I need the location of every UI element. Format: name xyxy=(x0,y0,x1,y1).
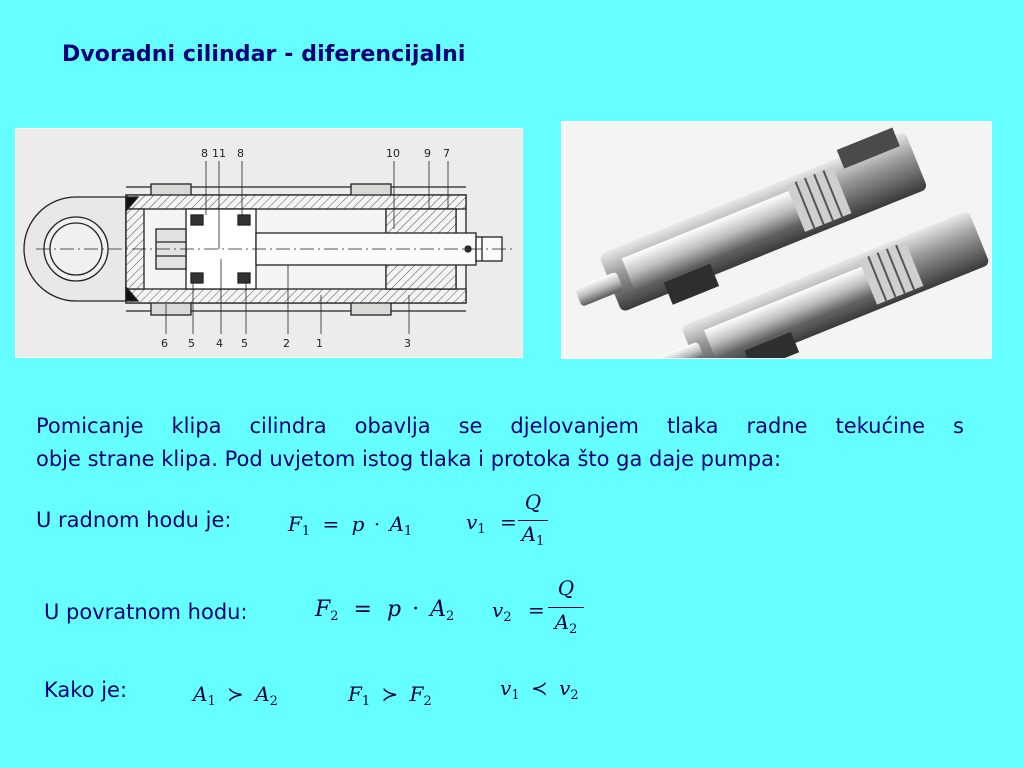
formula-v2-lhs: $v_2$ = xyxy=(492,598,545,625)
label-11: 11 xyxy=(212,147,226,160)
formula-force-comparison: $F_1$ ≻ $F_2$ xyxy=(348,682,432,709)
label-8b: 8 xyxy=(237,147,244,160)
cutaway-photo-svg xyxy=(562,122,991,358)
slide-title: Dvoradni cilindar - diferencijalni xyxy=(62,42,466,67)
description-paragraph xyxy=(36,410,964,476)
working-stroke-label: U radnom hodu je: xyxy=(36,508,232,532)
label-7: 7 xyxy=(443,147,450,160)
paragraph-line-1: Pomicanje klipa cilindra obavlja se djelovanjem tlaka radne tekućine s xyxy=(36,414,964,438)
formula-v1-fraction: Q $A_1$ xyxy=(518,490,548,556)
label-3: 3 xyxy=(404,337,411,350)
paragraph-line-2: obje strane klipa. Pod uvjetom istog tlaka i protoka što ga daje pumpa: xyxy=(36,447,782,471)
label-2: 2 xyxy=(283,337,290,350)
label-8a: 8 xyxy=(201,147,208,160)
cylinder-drawing-svg xyxy=(16,129,522,357)
formula-v1-lhs: $v_1$ = xyxy=(466,510,517,537)
formula-velocity-comparison: $v_1$ ≺ $v_2$ xyxy=(500,676,579,703)
label-5b: 5 xyxy=(241,337,248,350)
label-9: 9 xyxy=(424,147,431,160)
formula-f2: $F_2 = p \cdot A_2$ xyxy=(315,597,455,624)
label-4: 4 xyxy=(216,337,223,350)
label-10: 10 xyxy=(386,147,400,160)
label-5a: 5 xyxy=(188,337,195,350)
label-1: 1 xyxy=(316,337,323,350)
formula-f1: $F_1 = p \cdot A_1$ xyxy=(288,512,413,539)
since-label: Kako je: xyxy=(44,678,128,702)
return-stroke-label: U povratnom hodu: xyxy=(44,600,248,624)
cylinder-cross-section-drawing xyxy=(15,128,523,358)
cylinder-cutaway-photo xyxy=(561,121,992,359)
label-6: 6 xyxy=(161,337,168,350)
formula-v2-fraction: Q $A_2$ xyxy=(548,576,584,646)
formula-area-comparison: $A_1$ ≻ $A_2$ xyxy=(193,682,278,709)
